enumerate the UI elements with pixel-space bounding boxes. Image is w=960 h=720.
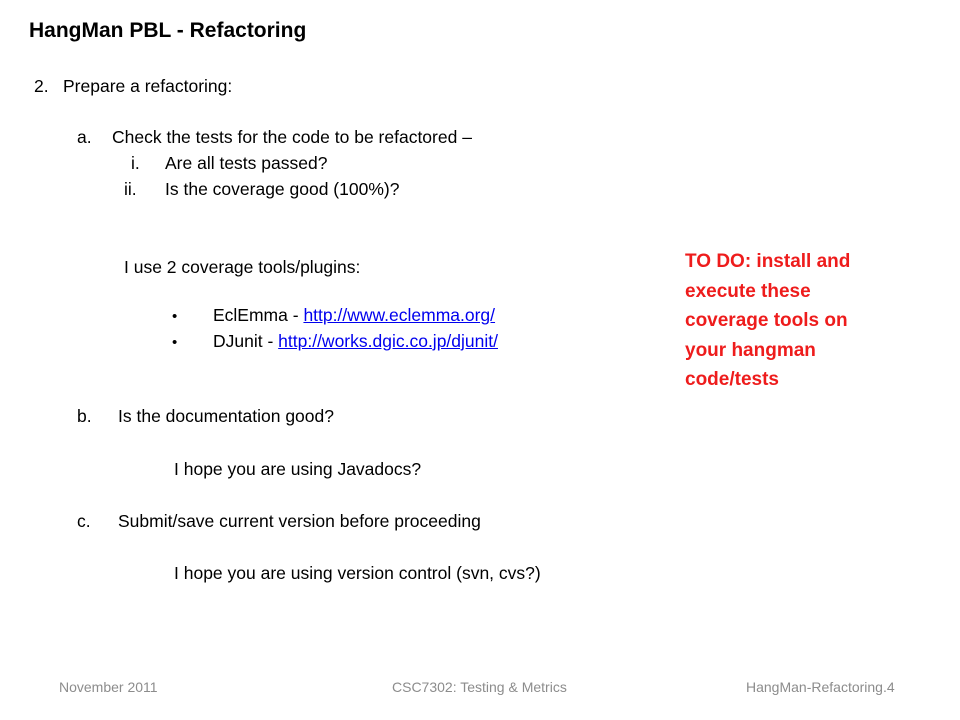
- step-text: Prepare a refactoring:: [63, 76, 233, 96]
- item-b-note: I hope you are using Javadocs?: [174, 459, 422, 479]
- item-c-marker: c.: [77, 511, 91, 531]
- tool-1: [213, 307, 495, 325]
- item-c-text: Submit/save current version before proceeding: [118, 511, 481, 531]
- tool-2-link[interactable]: http://works.dgic.co.jp/djunit/: [278, 331, 498, 351]
- step-marker: 2.: [34, 76, 49, 96]
- sub-i-marker: i.: [131, 153, 140, 173]
- slide-title: HangMan PBL - Refactoring: [29, 19, 307, 42]
- sub-ii-text: Is the coverage good (100%)?: [165, 179, 400, 199]
- todo-callout: TO DO: install and execute these coverage tools on your hangman code/tests: [685, 251, 851, 390]
- tool-1-bullet: •: [172, 308, 178, 325]
- tool-1-name: EclEmma -: [213, 305, 304, 325]
- tools-intro: I use 2 coverage tools/plugins:: [124, 257, 361, 277]
- item-b-marker: b.: [77, 406, 92, 426]
- footer-page-number: HangMan-Refactoring.4: [746, 679, 895, 695]
- tool-2-bullet: •: [172, 334, 178, 351]
- tool-2: [213, 333, 498, 351]
- footer-date: November 2011: [59, 679, 158, 695]
- footer-course: CSC7302: Testing & Metrics: [392, 679, 567, 695]
- sub-i-text: Are all tests passed?: [165, 153, 328, 173]
- item-c-note: I hope you are using version control (svn, cvs?): [174, 563, 541, 583]
- tool-1-link[interactable]: http://www.eclemma.org/: [303, 305, 496, 325]
- sub-ii-marker: ii.: [124, 179, 137, 199]
- tool-2-name: DJunit -: [213, 331, 279, 351]
- item-a-marker: a.: [77, 127, 92, 147]
- item-a-text: Check the tests for the code to be refactored –: [112, 127, 472, 147]
- item-b-text: Is the documentation good?: [118, 406, 334, 426]
